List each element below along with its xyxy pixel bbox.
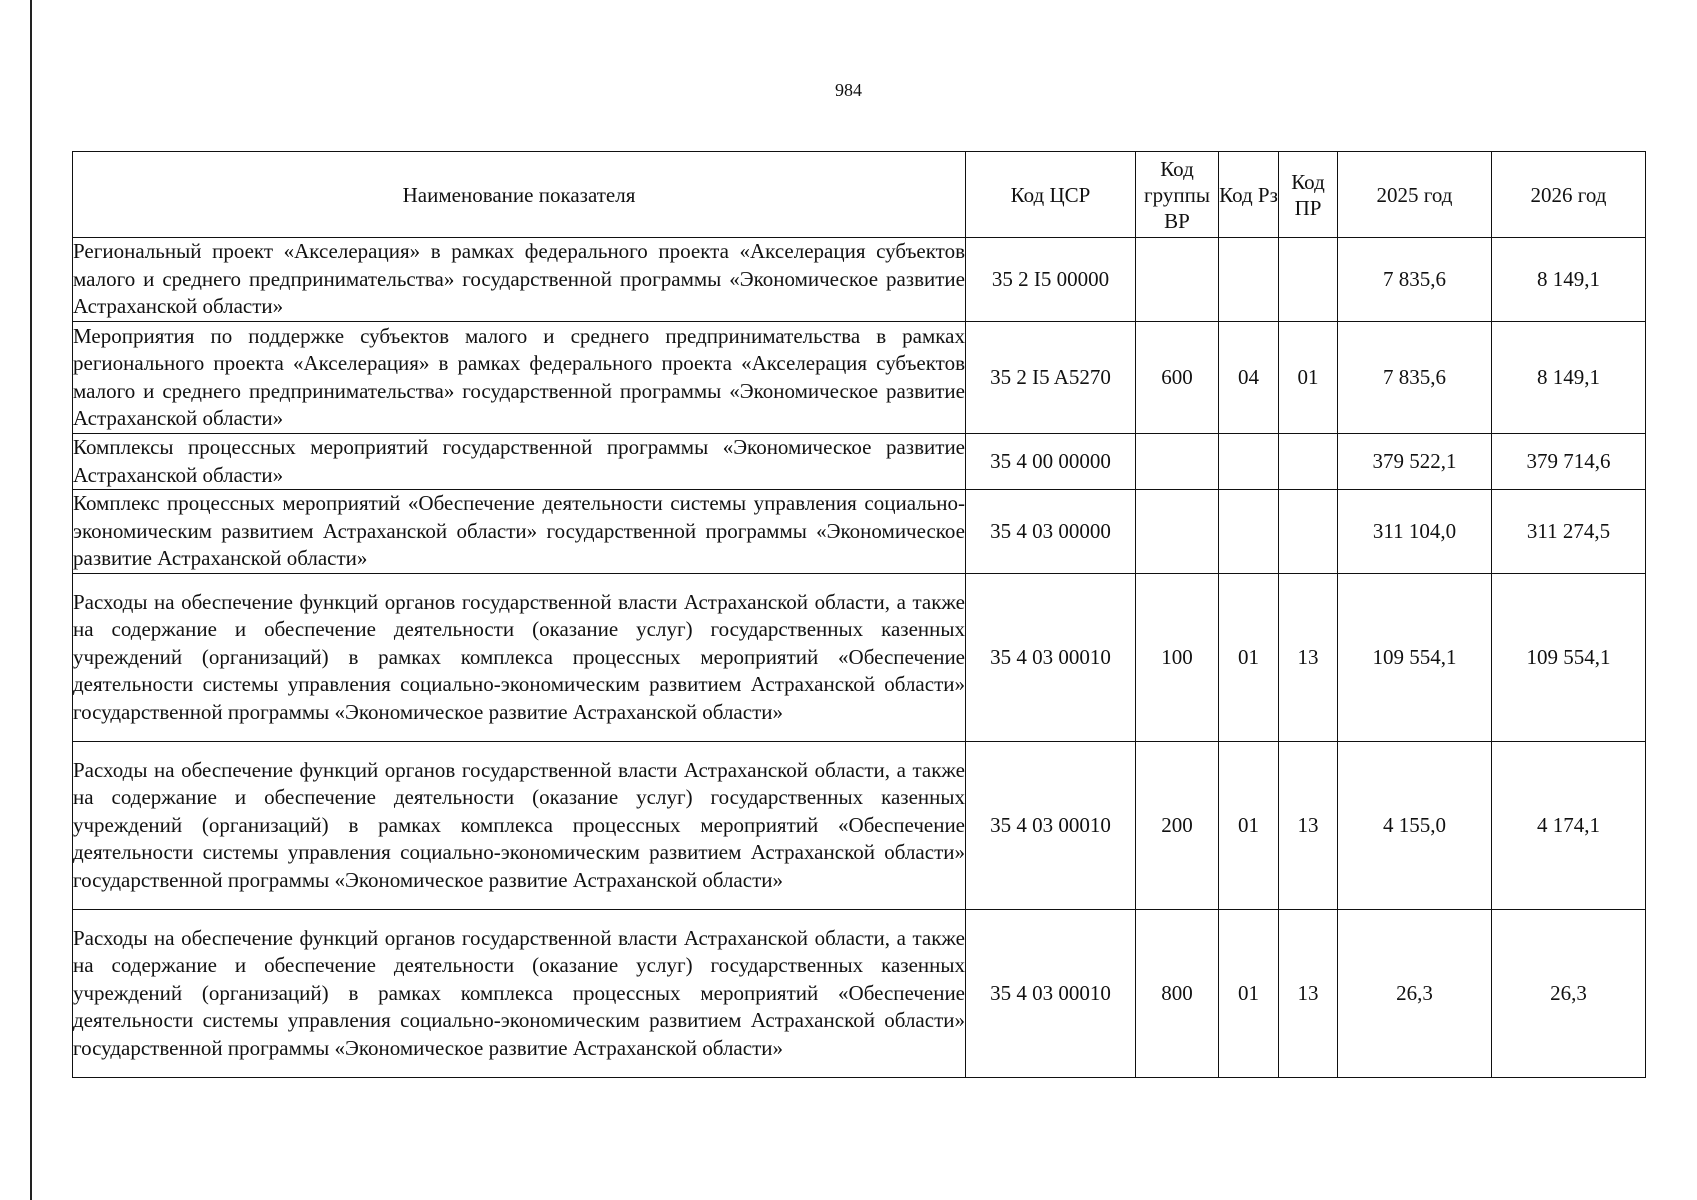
row-name: Мероприятия по поддержке субъектов малого и среднего предпринимательства в рамках регионального проекта «Акселерация» в рамках федерального проекта «Акселерация субъектов малого и среднего предпринимательства» государственной программы «Экономическое развитие Астраханской области» <box>73 322 966 434</box>
row-pr-code <box>1279 434 1338 490</box>
row-rz-code: 01 <box>1219 742 1279 910</box>
header-vr-code: Код группы ВР <box>1136 152 1219 238</box>
table-row <box>73 434 1646 490</box>
row-amount-2025: 4 155,0 <box>1338 742 1492 910</box>
header-csr-code: Код ЦСР <box>966 152 1136 238</box>
row-pr-code: 01 <box>1279 322 1338 434</box>
table-row <box>73 910 1646 1078</box>
binding-margin-line <box>30 0 32 1200</box>
row-amount-2025: 26,3 <box>1338 910 1492 1078</box>
row-name: Региональный проект «Акселерация» в рамках федерального проекта «Акселерация субъектов малого и среднего предпринимательства» государственной программы «Экономическое развитие Астраханской области» <box>73 238 966 322</box>
row-vr-code <box>1136 434 1219 490</box>
header-year-2026: 2026 год <box>1492 152 1646 238</box>
table-row <box>73 322 1646 434</box>
row-amount-2026: 109 554,1 <box>1492 574 1646 742</box>
table-row <box>73 490 1646 574</box>
row-vr-code: 600 <box>1136 322 1219 434</box>
row-amount-2026: 4 174,1 <box>1492 742 1646 910</box>
row-csr-code: 35 4 03 00000 <box>966 490 1136 574</box>
row-name: Расходы на обеспечение функций органов государственной власти Астраханской области, а также на содержание и обеспечение деятельности (оказание услуг) государственных казенных учреждений (организаций) в рамках комплекса процессных мероприятий «Обеспечение деятельности системы управления социально-экономическим развитием Астраханской области» государственной программы «Экономическое развитие Астраханской области» <box>73 574 966 742</box>
row-rz-code <box>1219 490 1279 574</box>
table-row <box>73 742 1646 910</box>
table-row <box>73 574 1646 742</box>
row-amount-2025: 109 554,1 <box>1338 574 1492 742</box>
row-csr-code: 35 2 I5 00000 <box>966 238 1136 322</box>
row-vr-code <box>1136 238 1219 322</box>
table-row <box>73 238 1646 322</box>
row-rz-code <box>1219 434 1279 490</box>
budget-table <box>72 151 1646 1078</box>
row-vr-code: 200 <box>1136 742 1219 910</box>
row-name: Комплекс процессных мероприятий «Обеспечение деятельности системы управления социально-экономическим развитием Астраханской области» государственной программы «Экономическое развитие Астраханской области» <box>73 490 966 574</box>
row-vr-code <box>1136 490 1219 574</box>
row-csr-code: 35 2 I5 A5270 <box>966 322 1136 434</box>
header-pr-code: Код ПР <box>1279 152 1338 238</box>
row-amount-2026: 311 274,5 <box>1492 490 1646 574</box>
row-rz-code: 04 <box>1219 322 1279 434</box>
row-pr-code: 13 <box>1279 910 1338 1078</box>
page-number: 984 <box>835 80 862 100</box>
table-header <box>73 152 1646 238</box>
header-year-2025: 2025 год <box>1338 152 1492 238</box>
row-amount-2025: 379 522,1 <box>1338 434 1492 490</box>
row-pr-code: 13 <box>1279 742 1338 910</box>
row-pr-code <box>1279 238 1338 322</box>
row-name: Комплексы процессных мероприятий государственной программы «Экономическое развитие Астраханской области» <box>73 434 966 490</box>
row-amount-2026: 379 714,6 <box>1492 434 1646 490</box>
row-csr-code: 35 4 00 00000 <box>966 434 1136 490</box>
row-amount-2025: 7 835,6 <box>1338 238 1492 322</box>
row-vr-code: 100 <box>1136 574 1219 742</box>
row-csr-code: 35 4 03 00010 <box>966 574 1136 742</box>
row-pr-code <box>1279 490 1338 574</box>
row-pr-code: 13 <box>1279 574 1338 742</box>
header-rz-code: Код Рз <box>1219 152 1279 238</box>
row-amount-2025: 7 835,6 <box>1338 322 1492 434</box>
row-rz-code: 01 <box>1219 574 1279 742</box>
row-amount-2026: 8 149,1 <box>1492 322 1646 434</box>
header-name: Наименование показателя <box>73 152 966 238</box>
table-body <box>73 238 1646 1078</box>
row-csr-code: 35 4 03 00010 <box>966 910 1136 1078</box>
row-name: Расходы на обеспечение функций органов государственной власти Астраханской области, а также на содержание и обеспечение деятельности (оказание услуг) государственных казенных учреждений (организаций) в рамках комплекса процессных мероприятий «Обеспечение деятельности системы управления социально-экономическим развитием Астраханской области» государственной программы «Экономическое развитие Астраханской области» <box>73 910 966 1078</box>
row-name: Расходы на обеспечение функций органов государственной власти Астраханской области, а также на содержание и обеспечение деятельности (оказание услуг) государственных казенных учреждений (организаций) в рамках комплекса процессных мероприятий «Обеспечение деятельности системы управления социально-экономическим развитием Астраханской области» государственной программы «Экономическое развитие Астраханской области» <box>73 742 966 910</box>
row-amount-2025: 311 104,0 <box>1338 490 1492 574</box>
header-row <box>73 152 1646 238</box>
row-vr-code: 800 <box>1136 910 1219 1078</box>
row-rz-code: 01 <box>1219 910 1279 1078</box>
row-amount-2026: 26,3 <box>1492 910 1646 1078</box>
row-rz-code <box>1219 238 1279 322</box>
row-amount-2026: 8 149,1 <box>1492 238 1646 322</box>
row-csr-code: 35 4 03 00010 <box>966 742 1136 910</box>
